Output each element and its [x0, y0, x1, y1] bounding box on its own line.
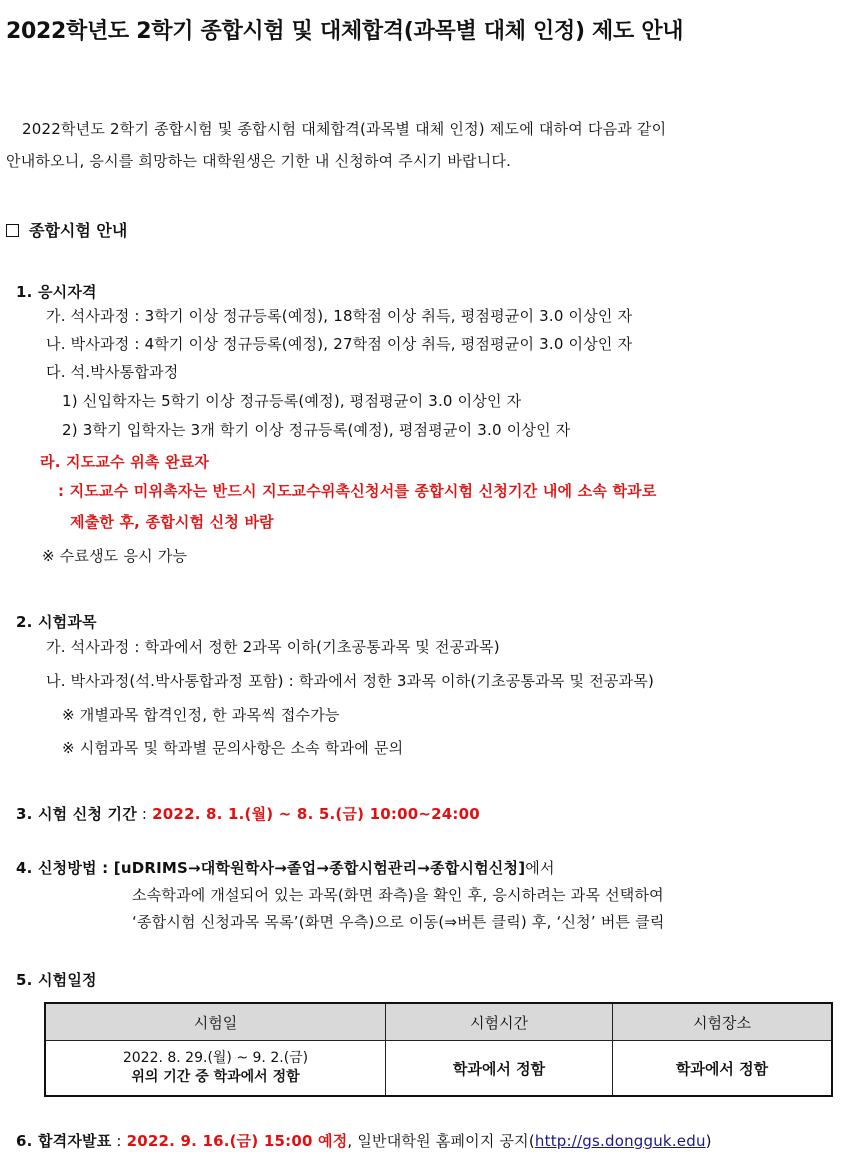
s2-item-a: 가. 석사과정 : 학과에서 정한 2과목 이하(기초공통과목 및 전공과목) [46, 638, 500, 656]
section-title: 종합시험 안내 [29, 221, 128, 240]
exam-date-note: 위의 기간 중 학과에서 정함 [131, 1069, 300, 1085]
s2-item-b: 나. 박사과정(석.박사통합과정 포함) : 학과에서 정한 3과목 이하(기초공통과목 및 전공과목) [46, 672, 655, 690]
s6-heading: 6. 합격자발표 [16, 1132, 112, 1150]
cell-exam-place: 학과에서 정함 [613, 1041, 833, 1097]
header-exam-place: 시험장소 [613, 1003, 833, 1041]
s4-line-1 [16, 858, 555, 878]
s5-heading: 5. 시험일정 [16, 971, 97, 989]
s1-heading: 1. 응시자격 [16, 283, 97, 301]
cell-exam-date [45, 1041, 386, 1097]
header-exam-time: 시험시간 [386, 1003, 613, 1041]
table-row [45, 1041, 832, 1097]
s3-heading: 3. 시험 신청 기간 [16, 805, 137, 823]
s6-tail: , 일반대학원 홈페이지 공지( [347, 1132, 535, 1150]
s1-item-c2: 2) 3학기 입학자는 3개 학기 이상 정규등록(예정), 평점평균이 3.0 이상인 자 [62, 421, 571, 439]
s1-note: ※ 수료생도 응시 가능 [42, 547, 188, 565]
cell-exam-time: 학과에서 정함 [386, 1041, 613, 1097]
table-header-row [45, 1003, 832, 1041]
s1-item-d-line2: 제출한 후, 종합시험 신청 바람 [70, 513, 274, 531]
header-exam-date: 시험일 [45, 1003, 386, 1041]
s1-item-a: 가. 석사과정 : 3학기 이상 정규등록(예정), 18학점 이상 취득, 평점평균이 3.0 이상인 자 [46, 307, 633, 325]
s6-date: 2022. 9. 16.(금) 15:00 예정 [126, 1132, 348, 1150]
s3-line [16, 804, 480, 824]
s2-note-2: ※ 시험과목 및 학과별 문의사항은 소속 학과에 문의 [62, 739, 404, 757]
s4-line-3: ‘종합시험 신청과목 목록’(화면 우측)으로 이동(⇒버튼 클릭) 후, ‘신청’ 버튼 클릭 [132, 913, 665, 931]
s1-item-b: 나. 박사과정 : 4학기 이상 정규등록(예정), 27학점 이상 취득, 평점평균이 3.0 이상인 자 [46, 335, 633, 353]
intro-line-2: 안내하오니, 응시를 희망하는 대학원생은 기한 내 신청하여 주시기 바랍니다. [6, 152, 512, 170]
s2-note-1: ※ 개별과목 합격인정, 한 과목씩 접수가능 [62, 706, 340, 724]
s6-line [16, 1131, 712, 1151]
s3-separator: : [136, 805, 153, 823]
checkbox-square-icon [6, 224, 19, 237]
page-title: 2022학년도 2학기 종합시험 및 대체합격(과목별 대체 인정) 제도 안내 [6, 19, 684, 44]
s1-item-d-line1: : 지도교수 미위촉자는 반드시 지도교수위촉신청서를 종합시험 신청기간 내에 소속 학과로 [58, 482, 657, 500]
homepage-link[interactable]: http://gs.dongguk.edu [534, 1132, 706, 1150]
s1-item-c1: 1) 신입학자는 5학기 이상 정규등록(예정), 평점평균이 3.0 이상인 자 [62, 392, 522, 410]
s1-item-d: 라. 지도교수 위촉 완료자 [40, 453, 210, 471]
section-heading [6, 218, 127, 241]
exam-date-range: 2022. 8. 29.(월) ~ 9. 2.(금) [122, 1050, 309, 1066]
s2-heading: 2. 시험과목 [16, 613, 97, 631]
s3-period: 2022. 8. 1.(월) ~ 8. 5.(금) 10:00~24:00 [152, 805, 480, 823]
schedule-table [44, 1002, 833, 1097]
s4-heading: 4. 신청방법 : [uDRIMS→대학원학사→졸업→종합시험관리→종합시험신청] [16, 859, 526, 877]
s4-tail: 에서 [525, 859, 555, 877]
s6-separator: : [111, 1132, 127, 1150]
s1-item-c: 다. 석.박사통합과정 [46, 363, 179, 381]
intro-line-1: 2022학년도 2학기 종합시험 및 종합시험 대체합격(과목별 대체 인정) 제도에 대하여 다음과 같이 [22, 120, 667, 138]
s6-close: ) [705, 1132, 712, 1150]
s4-line-2: 소속학과에 개설되어 있는 과목(화면 좌측)을 확인 후, 응시하려는 과목 선택하여 [132, 886, 664, 904]
